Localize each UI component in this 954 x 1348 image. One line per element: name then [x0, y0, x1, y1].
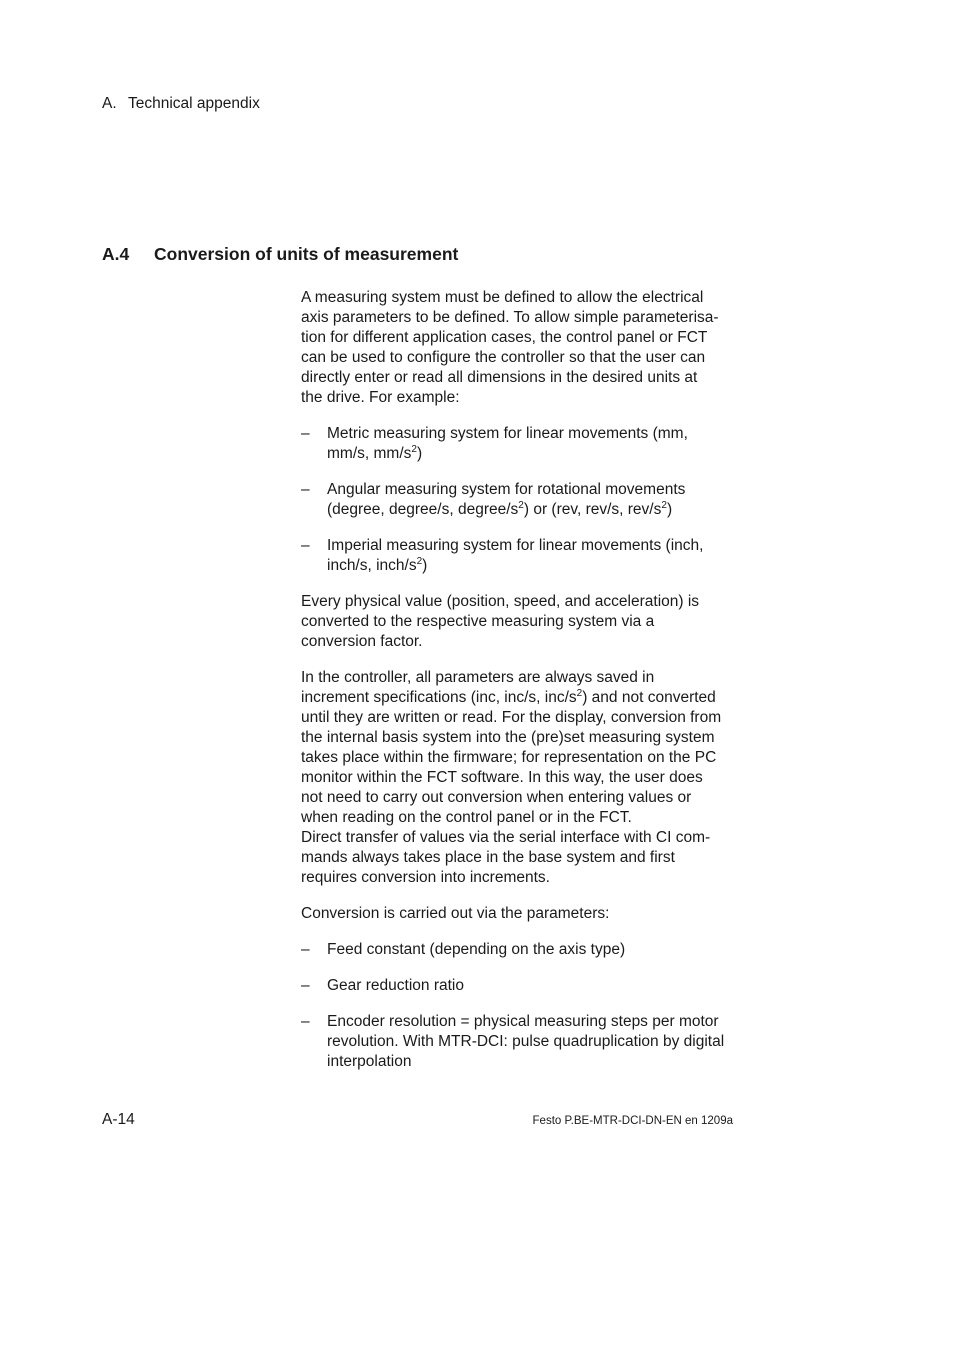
- list-item-angular: [301, 480, 741, 520]
- superscript: 2: [416, 556, 423, 567]
- text-fragment: ): [422, 557, 428, 574]
- text-fragment: ) or (rev, rev/s, rev/s: [523, 501, 662, 518]
- page-number: A-14: [102, 1111, 135, 1128]
- text-fragment: increment specifications (inc, inc/s, inc/s: [301, 689, 577, 706]
- intro-paragraph: [301, 288, 741, 408]
- superscript: 2: [661, 500, 667, 511]
- list-item-metric: [301, 424, 741, 464]
- text-line: the drive. For example:: [301, 389, 460, 406]
- section-title: Conversion of units of measurement: [154, 244, 459, 264]
- text-line: interpolation: [327, 1053, 412, 1070]
- text-line: converted to the respective measuring system via a: [301, 613, 655, 630]
- text-fragment: ) and not converted: [582, 689, 716, 706]
- text-line: In the controller, all parameters are always saved in: [301, 669, 655, 686]
- dash-bullet: –: [301, 537, 310, 554]
- body-text: [301, 288, 741, 1088]
- running-header: [102, 94, 260, 114]
- text-line: axis parameters to be defined. To allow simple parameterisa-: [301, 309, 719, 326]
- text-line: [327, 556, 741, 576]
- text-line: Angular measuring system for rotational movements: [327, 481, 686, 498]
- text-line: [327, 444, 741, 464]
- section-heading: [102, 243, 458, 265]
- text-fragment: (degree, degree/s, degree/s: [327, 501, 519, 518]
- text-line: until they are written or read. For the display, conversion from: [301, 709, 722, 726]
- physical-value-paragraph: [301, 592, 741, 652]
- text-line: [327, 500, 741, 520]
- dash-bullet: –: [301, 977, 310, 994]
- conversion-intro: [301, 904, 741, 924]
- text-fragment: inch/s, inch/s: [327, 557, 417, 574]
- text-line: mands always takes place in the base system and first: [301, 849, 675, 866]
- dash-bullet: –: [301, 425, 310, 442]
- chapter-title: Technical appendix: [128, 95, 260, 112]
- text-line: Conversion is carried out via the parameters:: [301, 905, 610, 922]
- text-line: Feed constant (depending on the axis type): [327, 941, 626, 958]
- text-line: conversion factor.: [301, 633, 423, 650]
- text-line: directly enter or read all dimensions in the desired units at: [301, 369, 698, 386]
- text-line: Every physical value (position, speed, and acceleration) is: [301, 593, 700, 610]
- text-line: [301, 688, 741, 708]
- text-line: requires conversion into increments.: [301, 869, 550, 886]
- text-line: when reading on the control panel or in the FCT.: [301, 809, 632, 826]
- list-item-feed-constant: [301, 940, 741, 960]
- superscript: 2: [576, 688, 583, 699]
- text-line: Metric measuring system for linear movements (mm,: [327, 425, 688, 442]
- text-line: monitor within the FCT software. In this way, the user does: [301, 769, 703, 786]
- dash-bullet: –: [301, 941, 310, 958]
- text-line: the internal basis system into the (pre)set measuring system: [301, 729, 715, 746]
- text-fragment: mm/s, mm/s: [327, 445, 412, 462]
- chapter-number: A.: [102, 95, 117, 112]
- text-line: takes place within the firmware; for representation on the PC: [301, 749, 717, 766]
- superscript: 2: [518, 500, 524, 511]
- list-item-gear-ratio: [301, 976, 741, 996]
- text-line: Encoder resolution = physical measuring steps per motor: [327, 1013, 719, 1030]
- text-line: Gear reduction ratio: [327, 977, 464, 994]
- superscript: 2: [411, 444, 417, 455]
- section-number: A.4: [102, 244, 130, 264]
- text-line: can be used to configure the controller so that the user can: [301, 349, 706, 366]
- controller-paragraph: [301, 668, 741, 888]
- list-item-encoder-resolution: [301, 1012, 741, 1072]
- text-line: Imperial measuring system for linear movements (inch,: [327, 537, 704, 554]
- list-item-imperial: [301, 536, 741, 576]
- text-line: A measuring system must be defined to allow the electrical: [301, 289, 704, 306]
- dash-bullet: –: [301, 481, 310, 498]
- text-line: Direct transfer of values via the serial interface with CI com-: [301, 829, 711, 846]
- text-line: tion for different application cases, the control panel or FCT: [301, 329, 708, 346]
- text-line: revolution. With MTR-DCI: pulse quadruplication by digital: [327, 1033, 725, 1050]
- document-id: Festo P.BE-MTR-DCI-DN-EN en 1209a: [532, 1115, 733, 1127]
- dash-bullet: –: [301, 1013, 310, 1030]
- text-fragment: ): [666, 501, 673, 518]
- text-line: not need to carry out conversion when entering values or: [301, 789, 692, 806]
- text-fragment: ): [416, 445, 423, 462]
